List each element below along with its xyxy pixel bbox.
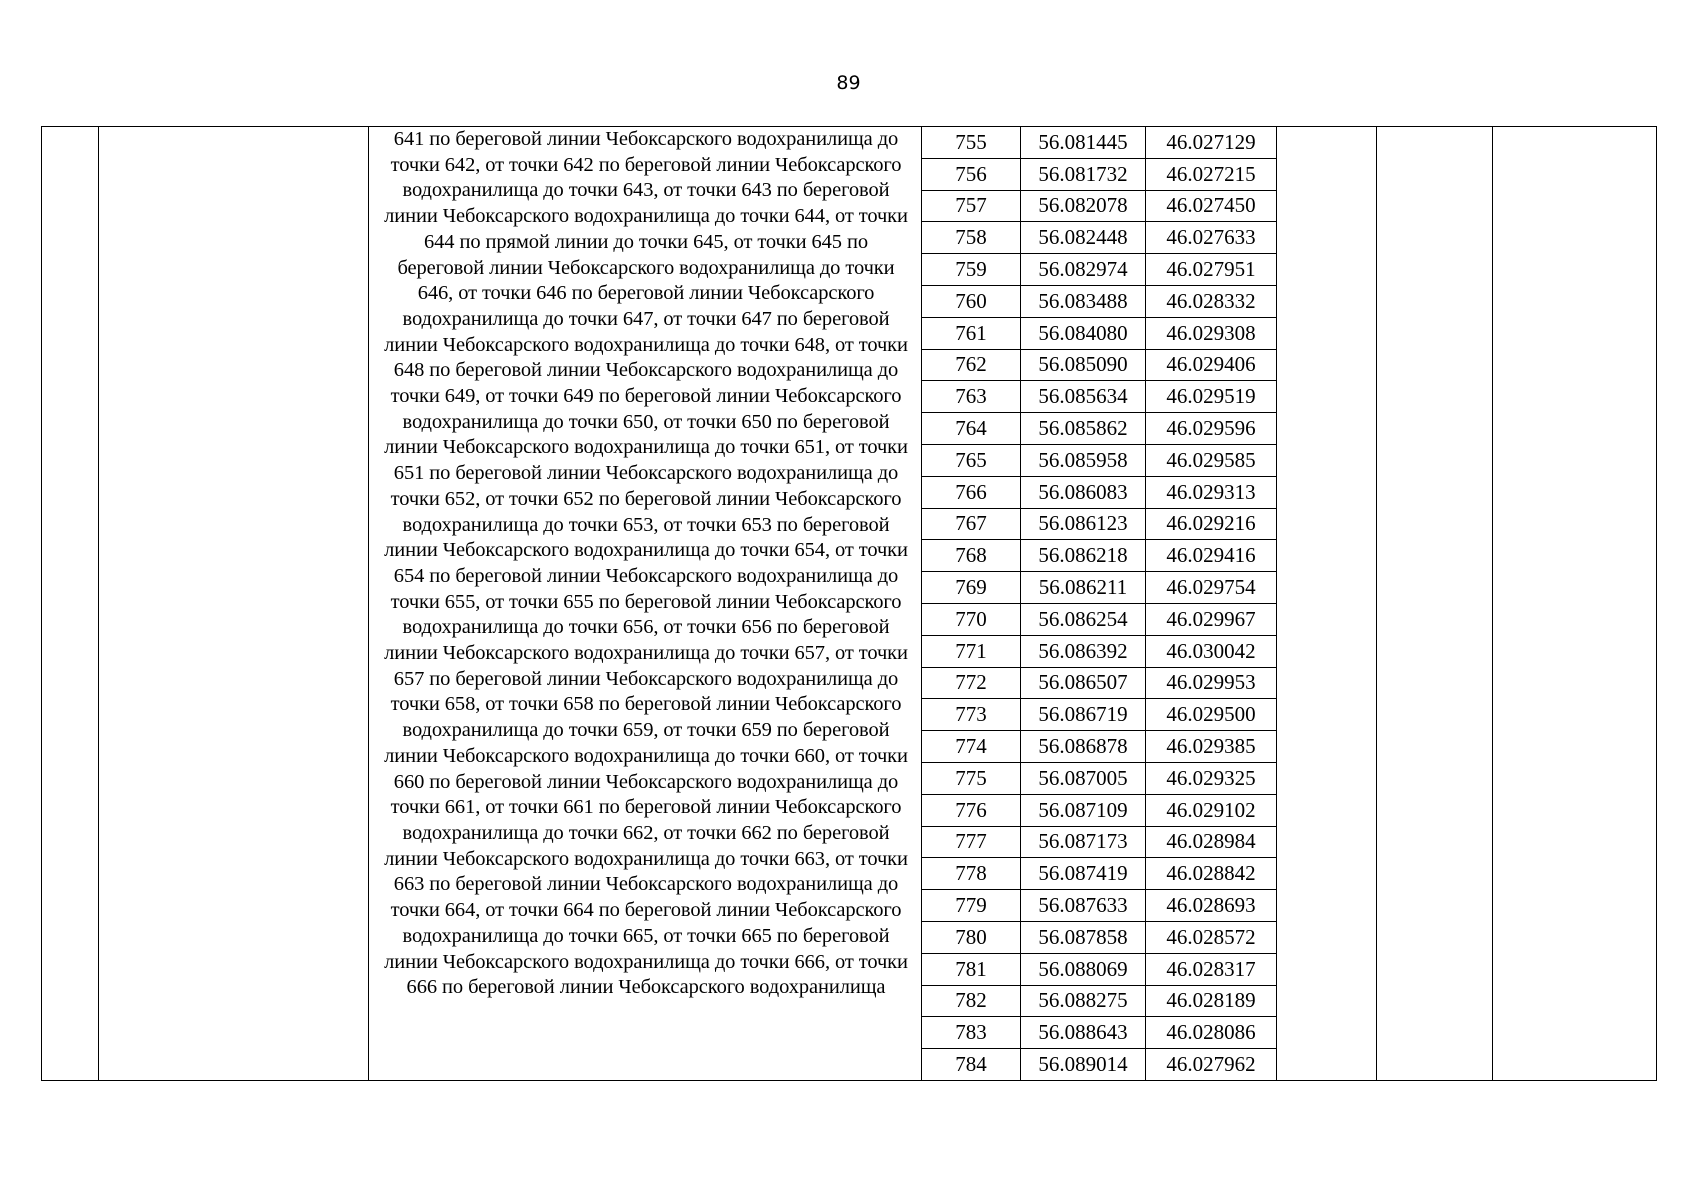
point-number: 774 [922, 731, 1021, 763]
point-number: 768 [922, 540, 1021, 572]
empty-cell-b [1377, 127, 1493, 1081]
longitude: 46.028572 [1146, 921, 1277, 953]
table-row [42, 127, 1657, 159]
latitude: 56.086878 [1021, 731, 1146, 763]
longitude: 46.029216 [1146, 508, 1277, 540]
latitude: 56.086083 [1021, 476, 1146, 508]
longitude: 46.029967 [1146, 603, 1277, 635]
longitude: 46.029308 [1146, 317, 1277, 349]
latitude: 56.086719 [1021, 699, 1146, 731]
latitude: 56.087633 [1021, 890, 1146, 922]
point-number: 783 [922, 1017, 1021, 1049]
point-number: 780 [922, 921, 1021, 953]
point-number: 764 [922, 413, 1021, 445]
point-number: 756 [922, 158, 1021, 190]
point-number: 782 [922, 985, 1021, 1017]
point-number: 775 [922, 762, 1021, 794]
longitude: 46.028842 [1146, 858, 1277, 890]
point-number: 763 [922, 381, 1021, 413]
boundary-table [41, 126, 1657, 1081]
point-number: 760 [922, 285, 1021, 317]
latitude: 56.082974 [1021, 254, 1146, 286]
longitude: 46.029585 [1146, 444, 1277, 476]
longitude: 46.028693 [1146, 890, 1277, 922]
longitude: 46.028189 [1146, 985, 1277, 1017]
longitude: 46.029325 [1146, 762, 1277, 794]
point-number: 766 [922, 476, 1021, 508]
point-number: 769 [922, 572, 1021, 604]
latitude: 56.088275 [1021, 985, 1146, 1017]
longitude: 46.029953 [1146, 667, 1277, 699]
latitude: 56.082448 [1021, 222, 1146, 254]
point-number: 757 [922, 190, 1021, 222]
latitude: 56.087858 [1021, 921, 1146, 953]
longitude: 46.029596 [1146, 413, 1277, 445]
point-number: 772 [922, 667, 1021, 699]
longitude: 46.029313 [1146, 476, 1277, 508]
page-number: 89 [836, 72, 861, 94]
latitude: 56.084080 [1021, 317, 1146, 349]
longitude: 46.029406 [1146, 349, 1277, 381]
latitude: 56.086123 [1021, 508, 1146, 540]
boundary-description: 641 по береговой линии Чебоксарского водохранилища до точки 642, от точки 642 по береговой линии Чебоксарского водохранилища до точки 643, от точки 643 по береговой линии Чебоксарского водохранилища до точки 644, от точки 644 по прямой линии до точки 645, от точки 645 по береговой линии Чебоксарского водохранилища до точки 646, от точки 646 по береговой линии Чебоксарского водохранилища до точки 647, от точки 647 по береговой линии Чебоксарского водохранилища до точки 648, от точки 648 по береговой линии Чебоксарского водохранилища до точки 649, от точки 649 по береговой линии Чебоксарского водохранилища до точки 650, от точки 650 по береговой линии Чебоксарского водохранилища до точки 651, от точки 651 по береговой линии Чебоксарского водохранилища до точки 652, от точки 652 по береговой линии Чебоксарского водохранилища до точки 653, от точки 653 по береговой линии Чебоксарского водохранилища до точки 654, от точки 654 по береговой линии Чебоксарского водохранилища до точки 655, от точки 655 по береговой линии Чебоксарского водохранилища до точки 656, от точки 656 по береговой линии Чебоксарского водохранилища до точки 657, от точки 657 по береговой линии Чебоксарского водохранилища до точки 658, от точки 658 по береговой линии Чебоксарского водохранилища до точки 659, от точки 659 по береговой линии Чебоксарского водохранилища до точки 660, от точки 660 по береговой линии Чебоксарского водохранилища до точки 661, от точки 661 по береговой линии Чебоксарского водохранилища до точки 662, от точки 662 по береговой линии Чебоксарского водохранилища до точки 663, от точки 663 по береговой линии Чебоксарского водохранилища до точки 664, от точки 664 по береговой линии Чебоксарского водохранилища до точки 665, от точки 665 по береговой линии Чебоксарского водохранилища до точки 666, от точки 666 по береговой линии Чебоксарского водохранилища [369, 127, 922, 1081]
latitude: 56.085958 [1021, 444, 1146, 476]
longitude: 46.028984 [1146, 826, 1277, 858]
point-number: 761 [922, 317, 1021, 349]
latitude: 56.087173 [1021, 826, 1146, 858]
point-number: 759 [922, 254, 1021, 286]
empty-cell-c [1493, 127, 1657, 1081]
latitude: 56.086254 [1021, 603, 1146, 635]
point-number: 767 [922, 508, 1021, 540]
latitude: 56.087419 [1021, 858, 1146, 890]
name-cell [99, 127, 369, 1081]
point-number: 758 [922, 222, 1021, 254]
longitude: 46.027951 [1146, 254, 1277, 286]
latitude: 56.081732 [1021, 158, 1146, 190]
latitude: 56.089014 [1021, 1049, 1146, 1081]
latitude: 56.082078 [1021, 190, 1146, 222]
number-cell [42, 127, 99, 1081]
point-number: 778 [922, 858, 1021, 890]
longitude: 46.029102 [1146, 794, 1277, 826]
latitude: 56.088643 [1021, 1017, 1146, 1049]
point-number: 777 [922, 826, 1021, 858]
latitude: 56.085634 [1021, 381, 1146, 413]
latitude: 56.085862 [1021, 413, 1146, 445]
latitude: 56.086218 [1021, 540, 1146, 572]
longitude: 46.029519 [1146, 381, 1277, 413]
latitude: 56.088069 [1021, 953, 1146, 985]
point-number: 755 [922, 127, 1021, 159]
empty-cell-a [1277, 127, 1377, 1081]
longitude: 46.027633 [1146, 222, 1277, 254]
longitude: 46.028317 [1146, 953, 1277, 985]
longitude: 46.028332 [1146, 285, 1277, 317]
point-number: 776 [922, 794, 1021, 826]
point-number: 762 [922, 349, 1021, 381]
latitude: 56.087005 [1021, 762, 1146, 794]
longitude: 46.029416 [1146, 540, 1277, 572]
latitude: 56.083488 [1021, 285, 1146, 317]
longitude: 46.027450 [1146, 190, 1277, 222]
longitude: 46.030042 [1146, 635, 1277, 667]
point-number: 773 [922, 699, 1021, 731]
table-body [42, 127, 1657, 1081]
longitude: 46.029385 [1146, 731, 1277, 763]
point-number: 781 [922, 953, 1021, 985]
latitude: 56.085090 [1021, 349, 1146, 381]
longitude: 46.029500 [1146, 699, 1277, 731]
longitude: 46.028086 [1146, 1017, 1277, 1049]
longitude: 46.029754 [1146, 572, 1277, 604]
latitude: 56.081445 [1021, 127, 1146, 159]
point-number: 779 [922, 890, 1021, 922]
point-number: 784 [922, 1049, 1021, 1081]
longitude: 46.027215 [1146, 158, 1277, 190]
latitude: 56.087109 [1021, 794, 1146, 826]
longitude: 46.027129 [1146, 127, 1277, 159]
point-number: 765 [922, 444, 1021, 476]
point-number: 770 [922, 603, 1021, 635]
point-number: 771 [922, 635, 1021, 667]
latitude: 56.086211 [1021, 572, 1146, 604]
longitude: 46.027962 [1146, 1049, 1277, 1081]
latitude: 56.086507 [1021, 667, 1146, 699]
latitude: 56.086392 [1021, 635, 1146, 667]
